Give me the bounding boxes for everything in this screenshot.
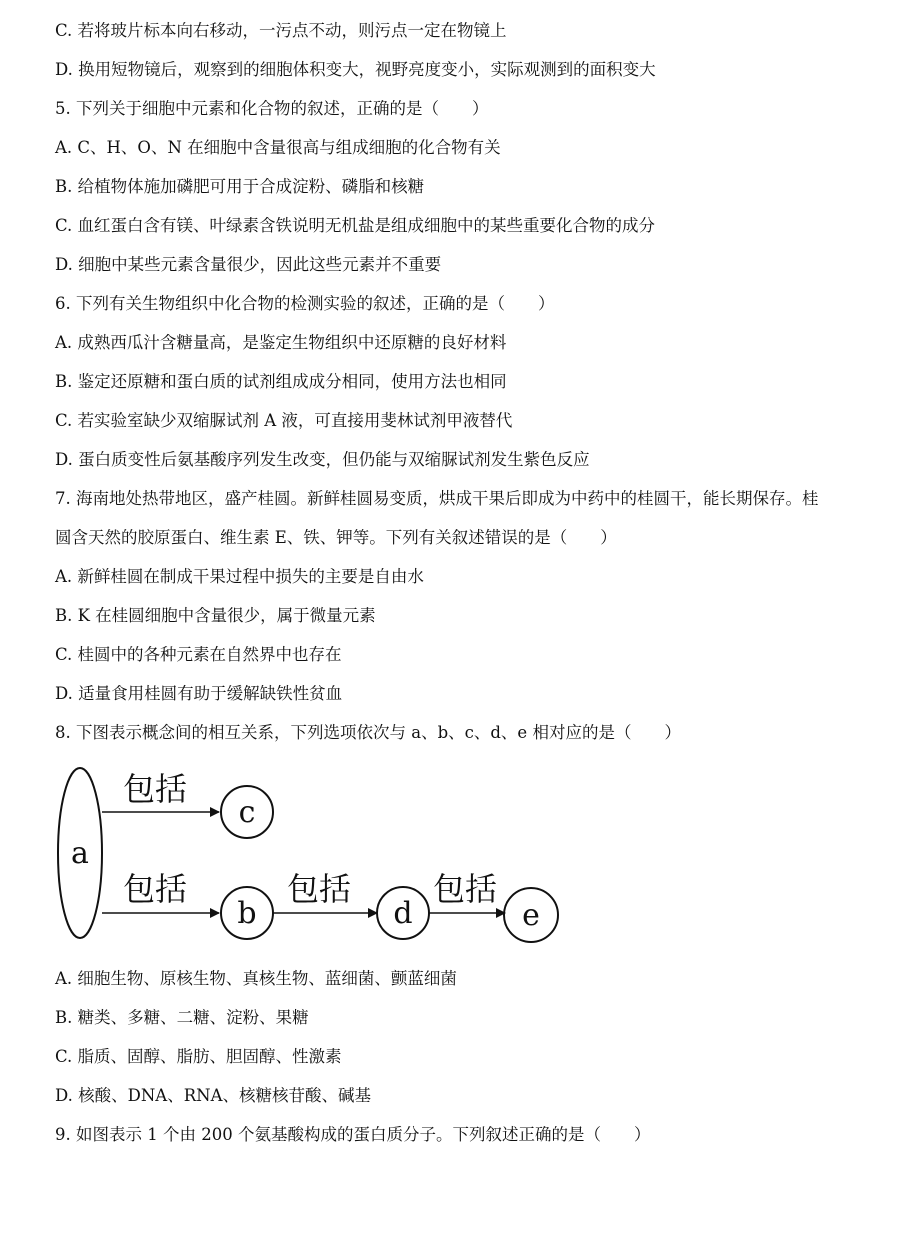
text-line: 6. 下列有关生物组织中化合物的检测实验的叙述，正确的是（ ） <box>55 294 555 313</box>
node-b-label: b <box>237 896 257 931</box>
text-line: 圆含天然的胶原蛋白、维生素 E、铁、钾等。下列有关叙述错误的是（ ） <box>55 528 617 547</box>
text-line: D. 换用短物镜后，观察到的细胞体积变大，视野亮度变小，实际观测到的面积变大 <box>55 60 656 79</box>
concept-diagram <box>55 760 575 950</box>
text-line: B. 鉴定还原糖和蛋白质的试剂组成成分相同，使用方法也相同 <box>55 372 507 391</box>
option-line: C. 脂质、固醇、脂肪、胆固醇、性激素 <box>55 1047 342 1066</box>
text-line: B. 给植物体施加磷肥可用于合成淀粉、磷脂和核糖 <box>55 177 425 196</box>
text-line: C. 桂圆中的各种元素在自然界中也存在 <box>55 645 342 664</box>
text-line: C. 血红蛋白含有镁、叶绿素含铁说明无机盐是组成细胞中的某些重要化合物的成分 <box>55 216 656 235</box>
text-line: D. 细胞中某些元素含量很少，因此这些元素并不重要 <box>55 255 442 274</box>
option-line: D. 核酸、DNA、RNA、核糖核苷酸、碱基 <box>55 1086 371 1105</box>
text-line: A. 新鲜桂圆在制成干果过程中损失的主要是自由水 <box>55 567 424 586</box>
option-line: A. 细胞生物、原核生物、真核生物、蓝细菌、颤蓝细菌 <box>55 969 457 988</box>
text-line: 8. 下图表示概念间的相互关系，下列选项依次与 a、b、c、d、e 相对应的是（ ） <box>55 723 681 742</box>
text-line: C. 若实验室缺少双缩脲试剂 A 液，可直接用斐林试剂甲液替代 <box>55 411 513 430</box>
text-line: 7. 海南地处热带地区，盛产桂圆。新鲜桂圆易变质，烘成干果后即成为中药中的桂圆干，能长期保存。桂 <box>55 489 819 508</box>
arrow-a-b-label: 包括 <box>122 870 188 908</box>
text-line: 9. 如图表示 1 个由 200 个氨基酸构成的蛋白质分子。下列叙述正确的是（ ） <box>55 1125 651 1144</box>
arrow-d-e-label: 包括 <box>432 870 498 908</box>
text-line: 5. 下列关于细胞中元素和化合物的叙述，正确的是（ ） <box>55 99 489 118</box>
node-c-label: c <box>238 795 256 830</box>
text-line: D. 蛋白质变性后氨基酸序列发生改变，但仍能与双缩脲试剂发生紫色反应 <box>55 450 590 469</box>
text-line: A. 成熟西瓜汁含糖量高，是鉴定生物组织中还原糖的良好材料 <box>55 333 507 352</box>
node-a-label: a <box>71 836 89 871</box>
text-line: D. 适量食用桂圆有助于缓解缺铁性贫血 <box>55 684 343 703</box>
node-e-label: e <box>522 898 540 933</box>
option-line: B. 糖类、多糖、二糖、淀粉、果糖 <box>55 1008 309 1027</box>
arrow-a-c-label: 包括 <box>122 770 188 808</box>
text-line: A. C、H、O、N 在细胞中含量很高与组成细胞的化合物有关 <box>55 138 501 157</box>
node-d-label: d <box>393 896 413 931</box>
text-line: B. K 在桂圆细胞中含量很少，属于微量元素 <box>55 606 376 625</box>
arrow-b-d-label: 包括 <box>286 870 352 908</box>
text-line: C. 若将玻片标本向右移动，一污点不动，则污点一定在物镜上 <box>55 21 507 40</box>
